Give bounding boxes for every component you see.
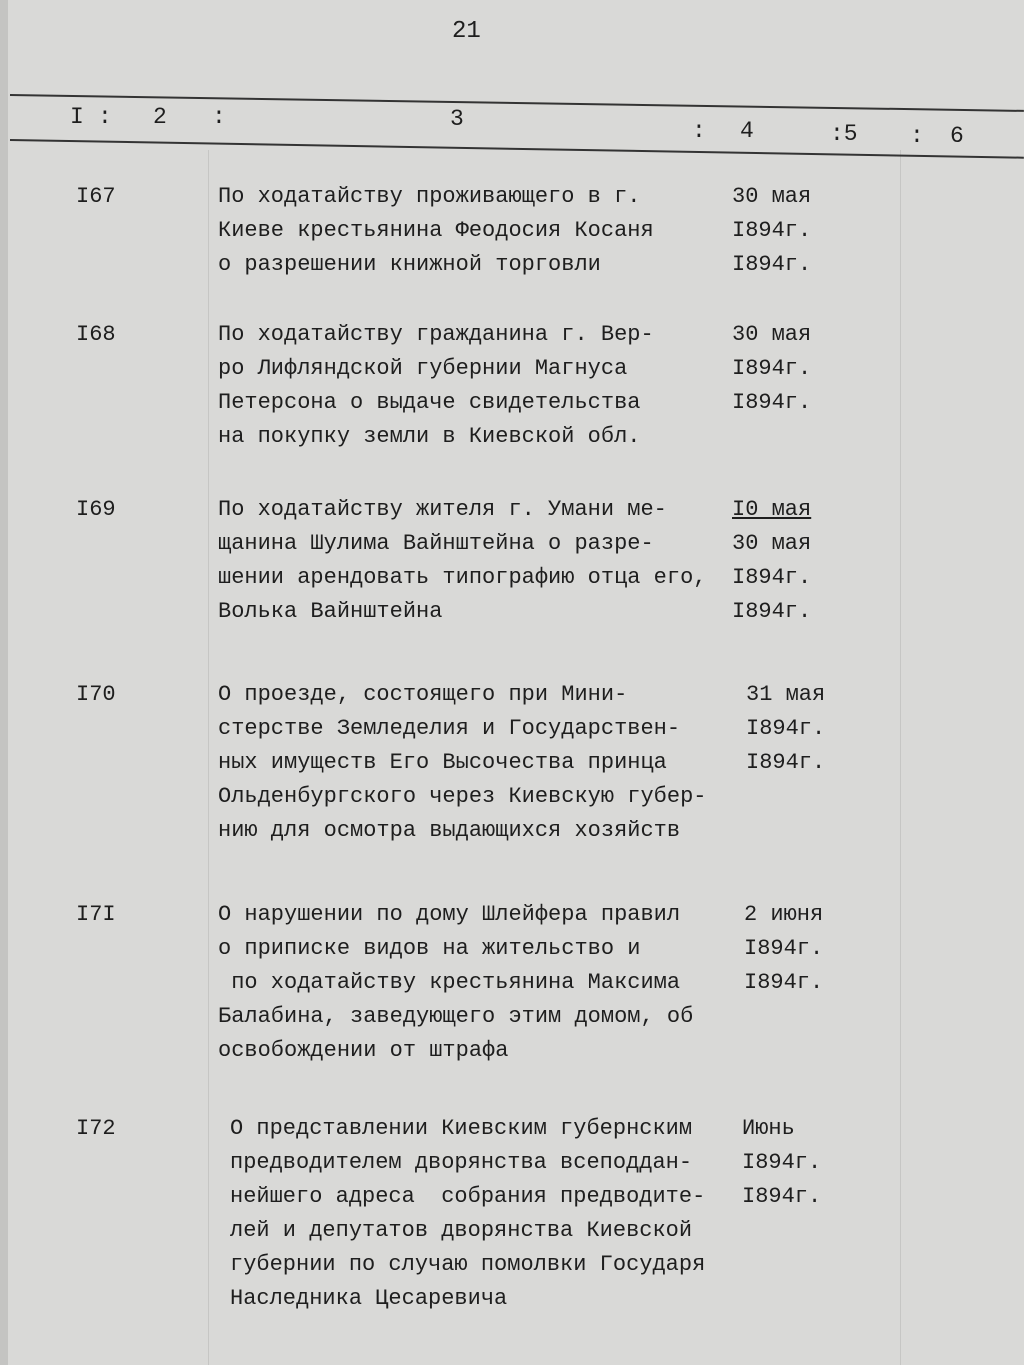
entry-number: I67: [76, 184, 116, 209]
date-line: I894г.: [746, 750, 826, 775]
description-line: По ходатайству жителя г. Умани ме-: [218, 497, 667, 522]
entry-number: I68: [76, 322, 116, 347]
date-line: 30 мая: [732, 531, 812, 556]
entry-dates: [742, 1112, 821, 1214]
date-line: I894г.: [744, 970, 824, 995]
date-line: I894г.: [732, 565, 812, 590]
date-line: I894г.: [732, 252, 812, 277]
date-line: 31 мая: [746, 682, 826, 707]
date-line: 2 июня: [744, 902, 824, 927]
column-header-2: 2: [153, 104, 167, 130]
date-line: I894г.: [732, 599, 812, 624]
description-line: О нарушении по дому Шлейфера правил: [218, 902, 681, 927]
entry-number: I72: [76, 1116, 116, 1141]
entry-description: [218, 678, 706, 848]
description-line: освобождении от штрафа: [218, 1038, 509, 1063]
entry-description: [218, 898, 693, 1068]
description-line: о разрешении книжной торговли: [218, 252, 601, 277]
description-line: на покупку земли в Киевской обл.: [218, 424, 641, 449]
description-line: Киеве крестьянина Феодосия Косаня: [218, 218, 654, 243]
entry-dates: [732, 493, 811, 629]
column-divider: [208, 150, 209, 1365]
column-separator: :: [910, 123, 924, 149]
description-line: стерстве Земледелия и Государствен-: [218, 716, 681, 741]
description-line: нию для осмотра выдающихся хозяйств: [218, 818, 681, 843]
column-header-3: 3: [450, 106, 464, 132]
date-line: 30 мая: [732, 322, 812, 347]
date-line: I894г.: [746, 716, 826, 741]
description-line: Волька Вайнштейна: [218, 599, 443, 624]
entry-dates: [746, 678, 825, 780]
column-header-6: 6: [950, 123, 964, 149]
description-line: лей и депутатов дворянства Киевской: [230, 1218, 693, 1243]
description-line: нейшего адреса собрания предводите-: [230, 1184, 706, 1209]
description-line: Петерсона о выдаче свидетельства: [218, 390, 641, 415]
description-line: О проезде, состоящего при Мини-: [218, 682, 628, 707]
column-divider: [900, 150, 901, 1365]
page-number: 21: [452, 18, 481, 45]
description-line: ных имуществ Его Высочества принца: [218, 750, 667, 775]
description-line: По ходатайству проживающего в г.: [218, 184, 641, 209]
entry-number: I69: [76, 497, 116, 522]
description-line: губернии по случаю помолвки Государя: [230, 1252, 706, 1277]
date-line: I894г.: [732, 218, 812, 243]
column-header-5: :5: [830, 121, 858, 147]
description-line: Ольденбургского через Киевскую губер-: [218, 784, 707, 809]
entry-description: [218, 318, 654, 454]
description-line: О представлении Киевским губернским: [230, 1116, 693, 1141]
date-line: I894г.: [732, 390, 812, 415]
entry-number: I70: [76, 682, 116, 707]
description-line: шении арендовать типографию отца его,: [218, 565, 707, 590]
entry-description: [218, 493, 706, 629]
header-rule-bottom: [10, 139, 1024, 159]
entry-dates: [732, 180, 811, 282]
date-line: Июнь: [742, 1116, 795, 1141]
description-line: Балабина, заведующего этим домом, об: [218, 1004, 694, 1029]
description-line: ро Лифляндской губернии Магнуса: [218, 356, 628, 381]
column-separator: :: [212, 104, 226, 130]
date-line: I894г.: [742, 1150, 822, 1175]
column-header-1: I: [70, 104, 84, 130]
page-edge: [0, 0, 8, 1365]
description-line: по ходатайству крестьянина Максима: [218, 970, 681, 995]
date-line: 30 мая: [732, 184, 812, 209]
date-line: I894г.: [732, 356, 812, 381]
description-line: Наследника Цесаревича: [230, 1286, 508, 1311]
entry-number: I7I: [76, 902, 116, 927]
date-line: I0 мая: [732, 497, 812, 522]
description-line: По ходатайству гражданина г. Вер-: [218, 322, 654, 347]
entry-description: [218, 180, 654, 282]
column-header-4: 4: [740, 118, 754, 144]
description-line: предводителем дворянства всеподдан-: [230, 1150, 693, 1175]
column-separator: :: [692, 118, 706, 144]
description-line: щанина Шулима Вайнштейна о разре-: [218, 531, 654, 556]
entry-dates: [744, 898, 823, 1000]
description-line: о приписке видов на жительство и: [218, 936, 641, 961]
date-line: I894г.: [744, 936, 824, 961]
column-separator: :: [98, 104, 112, 130]
date-line: I894г.: [742, 1184, 822, 1209]
entry-dates: [732, 318, 811, 420]
entry-description: [230, 1112, 705, 1316]
